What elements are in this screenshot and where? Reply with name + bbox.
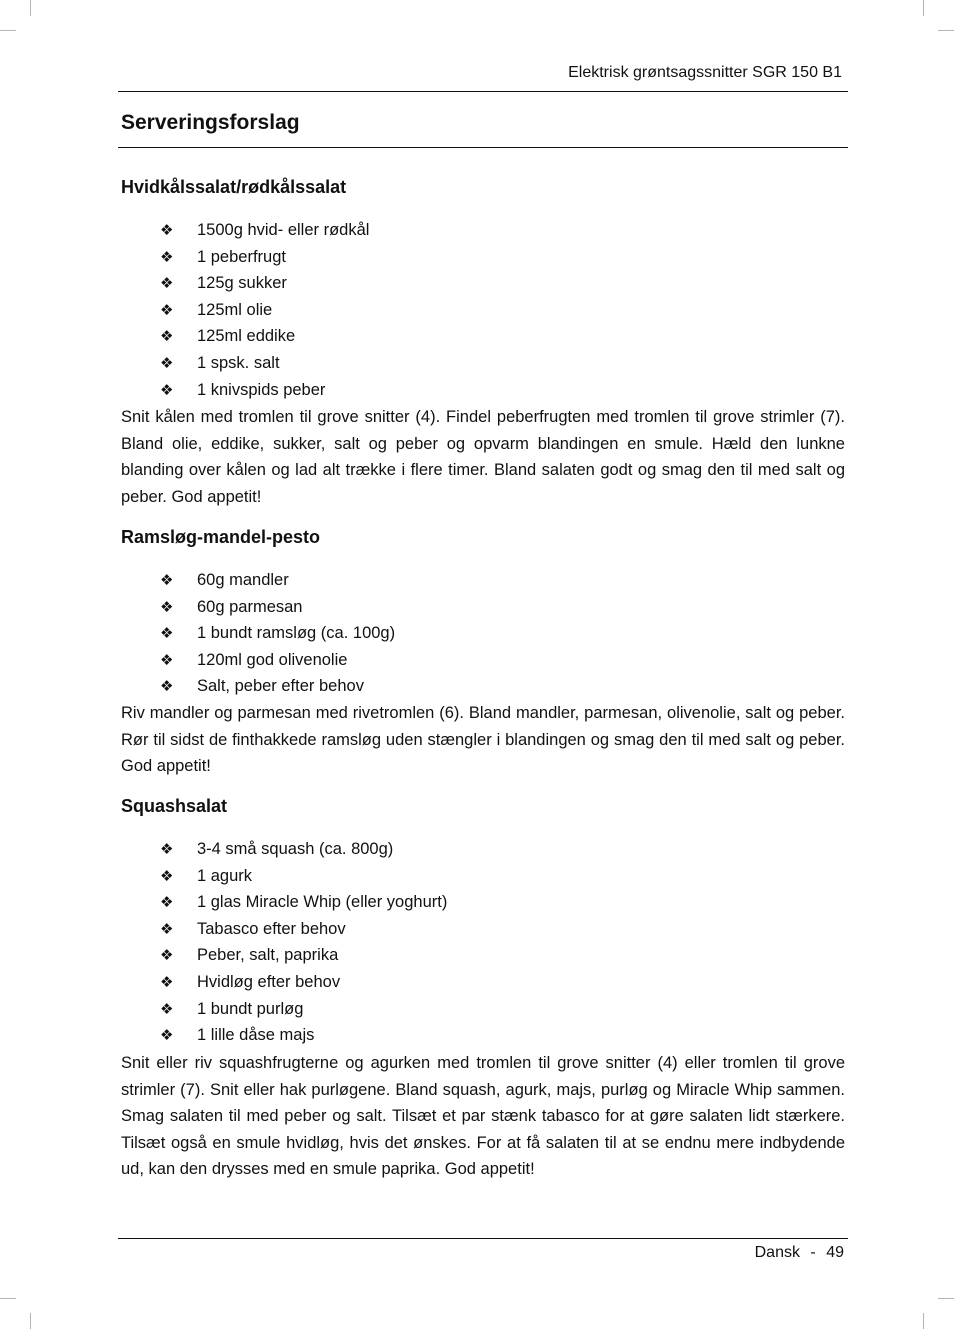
bullet-icon: ❖: [160, 972, 174, 991]
list-item: ❖ 60g parmesan: [160, 594, 395, 621]
crop-mark: [923, 0, 924, 16]
footer-separator: -: [810, 1244, 816, 1261]
list-item: ❖ 125g sukker: [160, 270, 369, 297]
bullet-icon: ❖: [160, 300, 174, 319]
footer-rule: [118, 1238, 848, 1239]
list-item: ❖ 1 peberfrugt: [160, 244, 369, 271]
list-item: ❖ 1500g hvid- eller rødkål: [160, 217, 369, 244]
crop-mark: [30, 1313, 31, 1329]
bullet-icon: ❖: [160, 893, 174, 912]
list-item: ❖ 120ml god olivenolie: [160, 647, 395, 674]
list-item: ❖ 1 knivspids peber: [160, 377, 369, 404]
bullet-icon: ❖: [160, 999, 174, 1018]
list-item: ❖ 1 bundt purløg: [160, 996, 447, 1023]
list-item: ❖ 1 spsk. salt: [160, 350, 369, 377]
list-item: ❖ Peber, salt, paprika: [160, 942, 447, 969]
crop-mark: [0, 30, 16, 31]
bullet-icon: ❖: [160, 624, 174, 643]
bullet-icon: ❖: [160, 946, 174, 965]
bullet-icon: ❖: [160, 221, 174, 239]
instructions-squashsalat: Snit eller riv squashfrugterne og agurken med tromlen til grove snitter (4) eller tromlen til grove strimler (7). Snit eller hak purløgene. Bland squash, agurk, majs, purløg og Miracle Whip sammen. Smag salaten til med peber og salt. Tilsæt et par stænk tabasco for at gøre salaten lidt stærkere. Tilsæt også en smule hvidløg, hvis det ønskes. For at få salaten til at se endnu mere indbydende ud, kan den drysses med en smule paprika. God appetit!: [121, 1054, 845, 1178]
bullet-icon: ❖: [160, 380, 174, 399]
crop-mark: [30, 0, 31, 16]
section-heading-ramsloeg-pesto: Ramsløg-mandel-pesto: [121, 527, 321, 547]
instructions-hvidkaalssalat: Snit kålen med tromlen til grove snitter (4). Findel peberfrugten med tromlen til grove strimler (7). Bland olie, eddike, sukker, salt og peber og opvarm blandingen en smule. Hæld den lunkne blanding over kålen og lad alt trække i flere timer. Bland salaten godt og smag den til med salt og peber. God appetit!: [121, 408, 845, 506]
bullet-icon: ❖: [160, 597, 174, 616]
list-item: ❖ Salt, peber efter behov: [160, 673, 395, 700]
list-item: ❖ 1 glas Miracle Whip (eller yoghurt): [160, 889, 447, 916]
bullet-icon: ❖: [160, 919, 174, 938]
list-item: ❖ 1 bundt ramsløg (ca. 100g): [160, 620, 395, 647]
list-item: ❖ Tabasco efter behov: [160, 916, 447, 943]
list-item: ❖ Hvidløg efter behov: [160, 969, 447, 996]
page-title: Serveringsforslag: [121, 111, 300, 134]
list-item: ❖ 1 lille dåse majs: [160, 1022, 447, 1049]
bullet-icon: ❖: [160, 327, 174, 346]
running-header: Elektrisk grøntsagssnitter SGR 150 B1: [568, 64, 842, 81]
bullet-icon: ❖: [160, 650, 174, 669]
list-item: ❖ 125ml eddike: [160, 323, 369, 350]
crop-mark: [923, 1313, 924, 1329]
ingredient-list-ramsloeg-pesto: [160, 567, 395, 700]
ingredient-list-squashsalat: [160, 836, 447, 1049]
page-number: 49: [826, 1244, 844, 1261]
ingredient-list-hvidkaalssalat: [160, 217, 369, 403]
bullet-icon: ❖: [160, 866, 174, 885]
list-item: ❖ 3-4 små squash (ca. 800g): [160, 836, 447, 863]
bullet-icon: ❖: [160, 247, 174, 266]
crop-mark: [0, 1298, 16, 1299]
bullet-icon: ❖: [160, 1026, 174, 1045]
header-rule: [118, 91, 848, 92]
list-item: ❖ 1 agurk: [160, 863, 447, 890]
section-heading-squashsalat: Squashsalat: [121, 796, 228, 816]
crop-mark: [938, 1298, 954, 1299]
list-item: ❖ 60g mandler: [160, 567, 395, 594]
section-heading-hvidkaalssalat: Hvidkålssalat/rødkålssalat: [121, 177, 347, 197]
instructions-ramsloeg-pesto: Riv mandler og parmesan med rivetromlen (6). Bland mandler, parmesan, olivenolie, salt og peber. Rør til sidst de finthakkede ramsløg uden stængler i blandingen og smag den til med salt og peber. God appetit!: [121, 704, 845, 775]
list-item: ❖ 125ml olie: [160, 297, 369, 324]
page-footer: [755, 1244, 844, 1262]
crop-mark: [938, 30, 954, 31]
bullet-icon: ❖: [160, 840, 174, 858]
footer-language: Dansk: [754, 1244, 800, 1261]
title-rule: [118, 147, 848, 148]
bullet-icon: ❖: [160, 274, 174, 293]
bullet-icon: ❖: [160, 353, 174, 372]
bullet-icon: ❖: [160, 571, 174, 589]
bullet-icon: ❖: [160, 677, 174, 696]
